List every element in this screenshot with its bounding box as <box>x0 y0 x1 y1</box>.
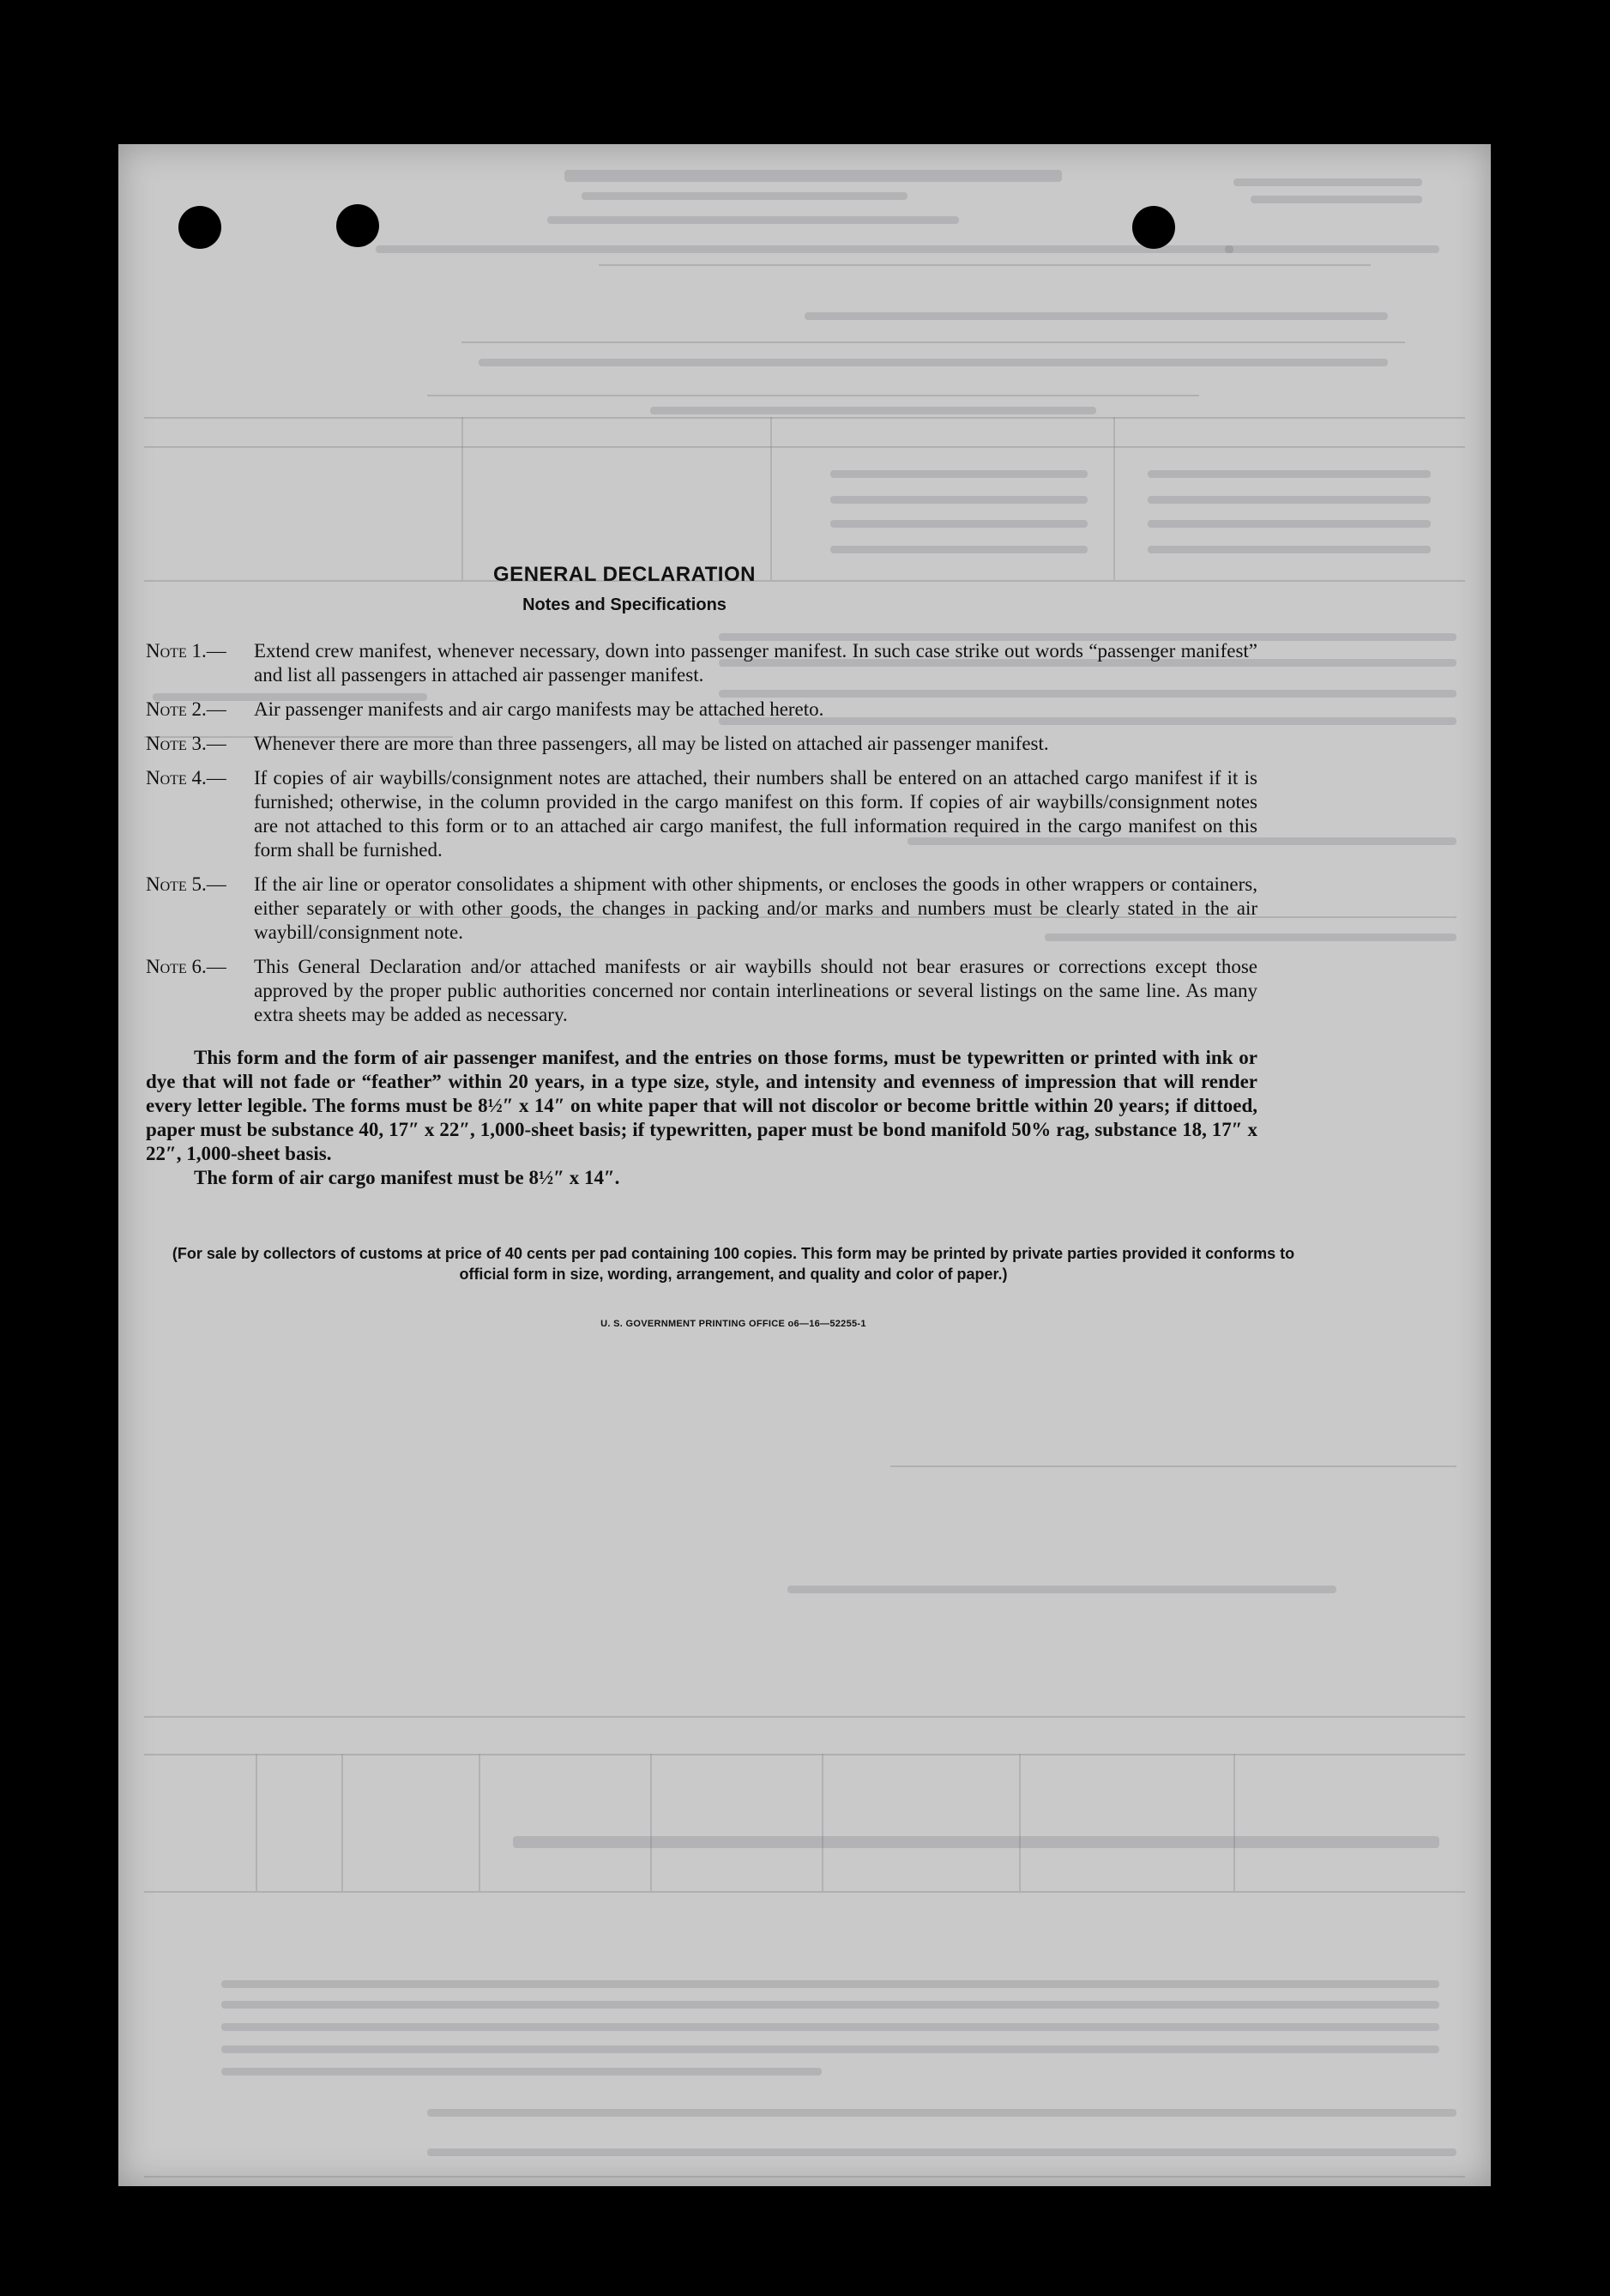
note-item <box>146 873 1364 945</box>
note-item <box>146 766 1364 862</box>
sale-notice: (For sale by collectors of customs at price of 40 cents per pad containing 100 copies. This form may be printed by private parties provided it conforms to official form in size, wording, arrangement, and quality and color of paper.) <box>172 1245 1295 1283</box>
note-label: Note 3.— <box>146 733 226 754</box>
note-label: Note 6.— <box>146 956 226 977</box>
note-label: Note 4.— <box>146 767 226 788</box>
note-text: If the air line or operator consolidates a shipment with other shipments, or encloses the goods in other wrappers or containers, either separately or with other goods, the changes in packing and/or marks and numbers must be clearly stated in the air waybill/consignment note. <box>254 873 1257 943</box>
note-label: Note 2.— <box>146 698 226 720</box>
note-item <box>146 955 1364 1027</box>
note-item <box>146 698 1364 722</box>
note-text: This General Declaration and/or attached manifests or air waybills should not bear erasures or corrections except those approved by the proper public authorities concerned nor contain interlineations or several listings on the same line. As many extra sheets may be added as necessary. <box>254 956 1257 1025</box>
printing-office-line: U. S. GOVERNMENT PRINTING OFFICE o6—16—52255-1 <box>600 1319 866 1329</box>
form-specification-paragraph: This form and the form of air passenger manifest, and the entries on those forms, must be typewritten or printed with ink or dye that will not fade or “feather” within 20 years, in a type size, style, and intensity and evenness of impression that will render every letter legible. The forms must be 8½″ x 14″ on white paper that will not discolor or become brittle within 20 years; if dittoed, paper must be substance 40, 17″ x 22″, 1,000-sheet basis; if typewritten, paper must be bond manifold 50% rag, substance 18, 17″ x 22″, 1,000-sheet basis. <box>146 1047 1257 1164</box>
document-subheading: Notes and Specifications <box>522 595 727 614</box>
note-label: Note 1.— <box>146 640 226 662</box>
note-label: Note 5.— <box>146 873 226 895</box>
document-heading: GENERAL DECLARATION <box>493 563 756 586</box>
note-text: If copies of air waybills/consignment notes are attached, their numbers shall be entered on an attached cargo manifest if it is furnished; otherwise, in the column provided in the cargo manifest on this form. If copies of air waybills/consignment notes are not attached to this form or to an attached air cargo manifest, the full information required in the cargo manifest on this form shall be furnished. <box>254 767 1257 861</box>
punch-hole-right <box>1132 206 1175 249</box>
notes-list <box>146 639 1364 1027</box>
cargo-manifest-size-note: The form of air cargo manifest must be 8½″ x 14″. <box>194 1167 620 1188</box>
note-text: Extend crew manifest, whenever necessary, down into passenger manifest. In such case strike out words “passenger manifest” and list all passengers in attached air passenger manifest. <box>254 640 1257 686</box>
punch-hole-left <box>178 206 221 249</box>
note-item <box>146 732 1364 756</box>
note-item <box>146 639 1364 687</box>
note-text: Whenever there are more than three passengers, all may be listed on attached air passenger manifest. <box>254 733 1049 754</box>
note-text: Air passenger manifests and air cargo manifests may be attached hereto. <box>254 698 824 720</box>
punch-hole-middle <box>336 204 379 247</box>
notes-and-specifications <box>146 563 1364 1329</box>
